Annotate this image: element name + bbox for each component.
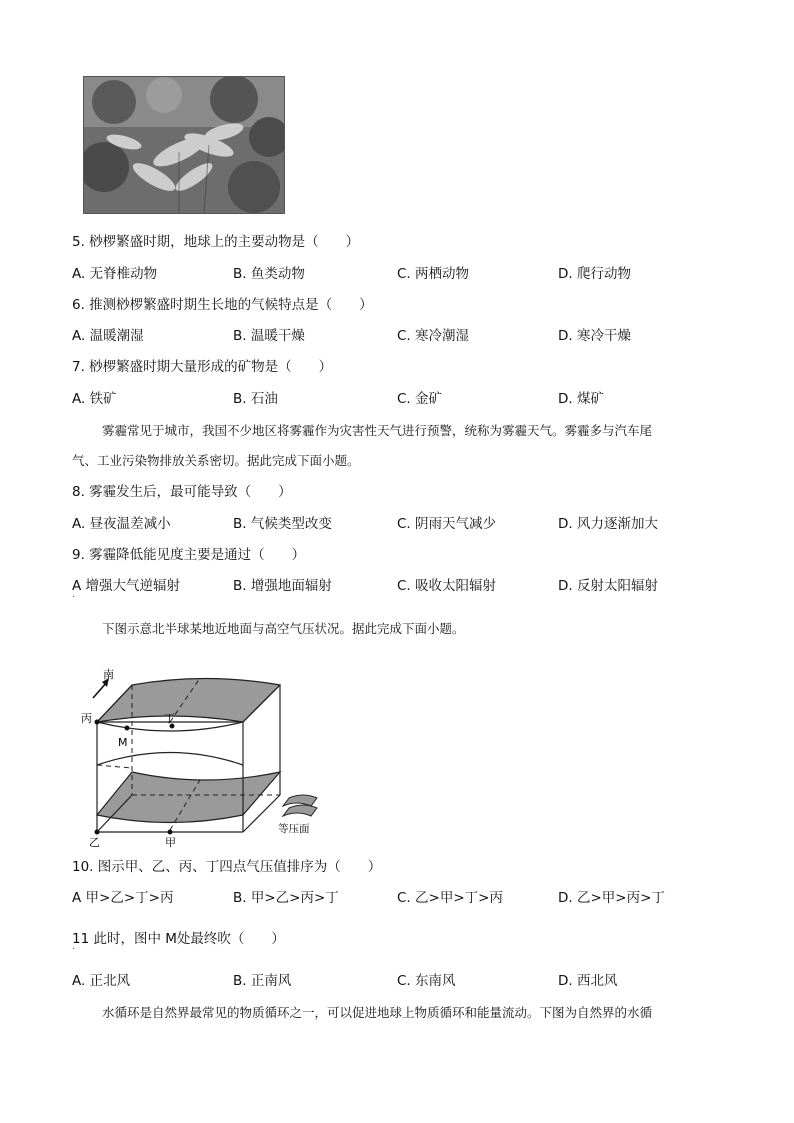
question-5-stem: 5. 桫椤繁盛时期，地球上的主要动物是（ ） (72, 234, 360, 250)
question-6-stem: 6. 推测桫椤繁盛时期生长地的气候特点是（ ） (72, 297, 373, 313)
question-7-stem: 7. 桫椤繁盛时期大量形成的矿物是（ ） (72, 359, 333, 375)
q9-option-a[interactable]: A 增强大气逆辐射 (72, 578, 181, 594)
question-8-stem: 8. 雾霾发生后，最可能导致（ ） (72, 484, 292, 500)
label-yi: 乙 (89, 836, 100, 849)
q5-option-c[interactable]: C. 两栖动物 (397, 266, 470, 282)
q8-option-d[interactable]: D. 风力逐渐加大 (558, 516, 658, 532)
pressure-passage: 下图示意北半球某地近地面与高空气压状况。据此完成下面小题。 (102, 621, 465, 636)
q6-option-c[interactable]: C. 寒冷潮湿 (397, 328, 470, 344)
q7-option-b[interactable]: B. 石油 (233, 391, 278, 407)
question-10-stem: 10. 图示甲、乙、丙、丁四点气压值排序为（ ） (72, 859, 382, 875)
q9-option-c[interactable]: C. 吸收太阳辐射 (397, 578, 497, 594)
stray-dot: · (72, 592, 76, 603)
fern-image (84, 77, 284, 213)
label-jia: 甲 (165, 836, 176, 849)
q9-option-d[interactable]: D. 反射太阳辐射 (558, 578, 658, 594)
q8-option-b[interactable]: B. 气候类型改变 (233, 516, 332, 532)
q10-option-c[interactable]: C. 乙>甲>丁>丙 (397, 890, 503, 906)
water-cycle-passage-line-1: 水循环是自然界最常见的物质循环之一，可以促进地球上物质循环和能量流动。下图为自然界的水循 (102, 1005, 653, 1020)
q11-option-a[interactable]: A. 正北风 (72, 973, 131, 989)
q9-option-b[interactable]: B. 增强地面辐射 (233, 578, 332, 594)
label-ding: 丁 (164, 712, 175, 725)
upper-isobaric-surface (97, 679, 280, 723)
q11-option-d[interactable]: D. 西北风 (558, 973, 618, 989)
stray-dot-2: · (72, 944, 76, 955)
question-11-stem: 11 此时，图中 M处最终吹（ ） (72, 931, 285, 947)
haze-passage-line-2: 气、工业污染物排放关系密切。据此完成下面小题。 (72, 453, 360, 468)
q11-option-b[interactable]: B. 正南风 (233, 973, 292, 989)
label-m: M (118, 736, 128, 749)
q6-option-d[interactable]: D. 寒冷干燥 (558, 328, 631, 344)
label-south: 南 (103, 668, 114, 681)
q10-option-b[interactable]: B. 甲>乙>丙>丁 (233, 890, 339, 906)
tree-fern-photo (83, 76, 285, 214)
q7-option-a[interactable]: A. 铁矿 (72, 391, 117, 407)
q7-option-d[interactable]: D. 煤矿 (558, 391, 604, 407)
q6-option-b[interactable]: B. 温暖干燥 (233, 328, 305, 344)
q11-option-c[interactable]: C. 东南风 (397, 973, 456, 989)
q6-option-a[interactable]: A. 温暖潮湿 (72, 328, 144, 344)
q10-option-a[interactable]: A 甲>乙>丁>丙 (72, 890, 174, 906)
q5-option-b[interactable]: B. 鱼类动物 (233, 266, 305, 282)
q8-option-a[interactable]: A. 昼夜温差减小 (72, 516, 171, 532)
q5-option-a[interactable]: A. 无脊椎动物 (72, 266, 158, 282)
isobaric-surface-diagram (75, 660, 335, 850)
q5-option-d[interactable]: D. 爬行动物 (558, 266, 631, 282)
q7-option-c[interactable]: C. 金矿 (397, 391, 443, 407)
lower-isobaric-surface (97, 772, 280, 823)
haze-passage-line-1: 雾霾常见于城市，我国不少地区将雾霾作为灾害性天气进行预警，统称为雾霾天气。雾霾多与汽车尾 (102, 423, 653, 438)
q10-option-d[interactable]: D. 乙>甲>丙>丁 (558, 890, 665, 906)
question-9-stem: 9. 雾霾降低能见度主要是通过（ ） (72, 547, 306, 563)
label-bing: 丙 (81, 712, 92, 725)
legend-isobaric: 等压面 (278, 823, 310, 835)
q8-option-c[interactable]: C. 阴雨天气减少 (397, 516, 497, 532)
